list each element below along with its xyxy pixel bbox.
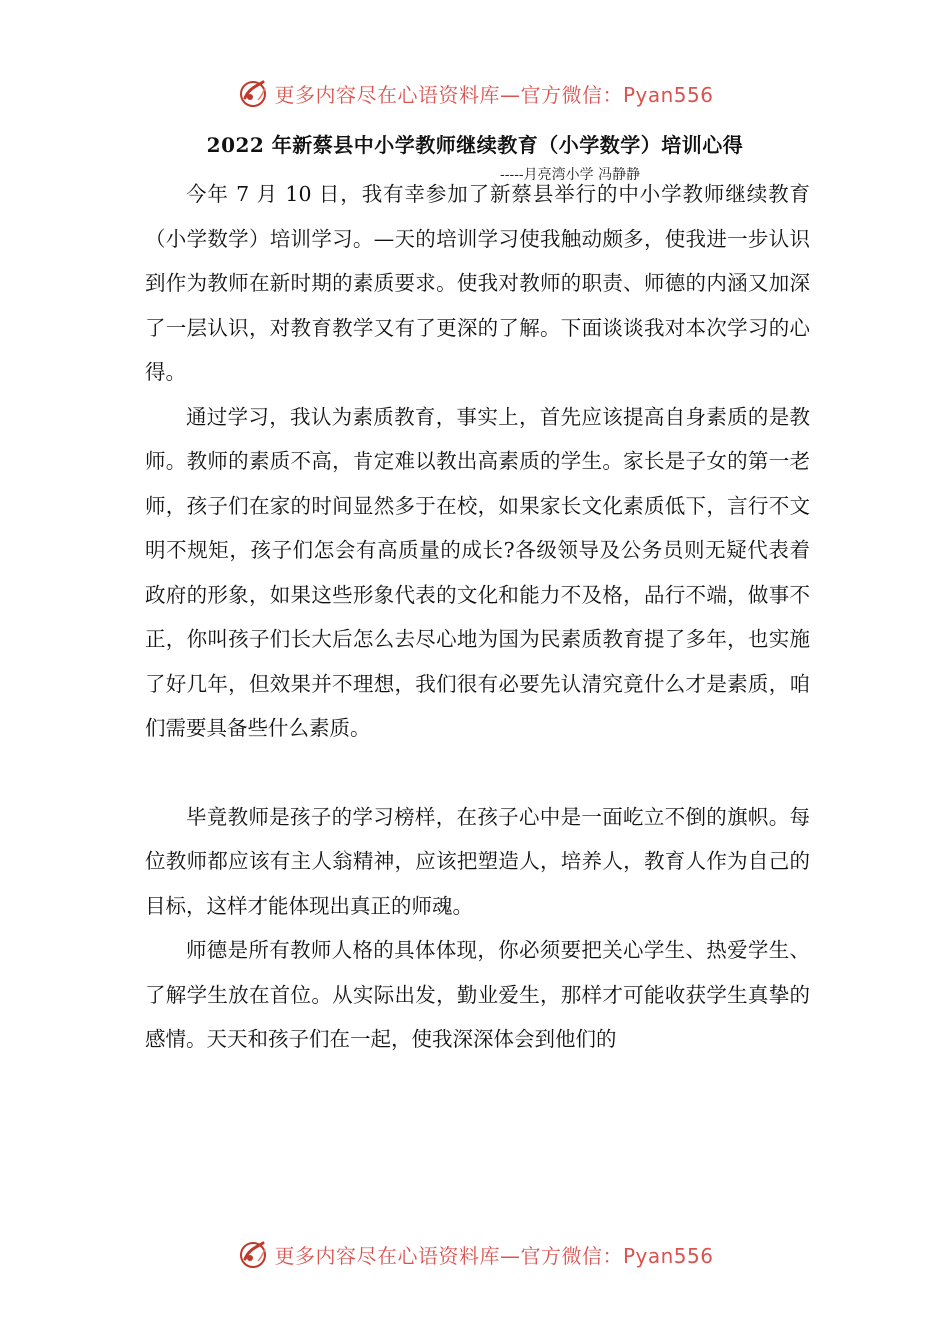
- document-body: [145, 172, 810, 1062]
- paragraph: 师德是所有教师人格的具体体现，你必须要把关心学生、热爱学生、了解学生放在首位。从实际出发，勤业爱生，那样才可能收获学生真挚的感情。天天和孩子们在一起，使我深深体会到他们的: [145, 938, 810, 1051]
- paragraph: 毕竟教师是孩子的学习榜样，在孩子心中是一面屹立不倒的旗帜。每位教师都应该有主人翁精神，应该把塑造人，培养人，教育人作为自己的目标，这样才能体现出真正的师魂。: [145, 804, 810, 918]
- banner-text: 更多内容尽在心语资料库—官方微信：Pyan556: [274, 82, 714, 107]
- document-title: 2022 年新蔡县中小学教师继续教育（小学数学）培训心得: [206, 133, 744, 157]
- logo-icon: [236, 76, 270, 110]
- paragraph: 通过学习，我认为素质教育，事实上，首先应该提高自身素质的是教师。教师的素质不高，肯定难以教出高素质的学生。家长是子女的第一老师，孩子们在家的时间显然多于在校，如果家长文化素质低下，言行不文明不规矩，孩子们怎会有高质量的成长?各级领导及公务员则无疑代表着政府的形象，如果这些形象代表的文化和能力不及格，品行不端，做事不正，你叫孩子们长大后怎么去尽心地为国为民素质教育提了多年，也实施了好几年，但效果并不理想，我们很有必要先认清究竟什么才是素质，咱们需要具备些什么素质。: [145, 404, 810, 740]
- footer-banner: [0, 1236, 950, 1272]
- paragraph: 今年 7 月 10 日，我有幸参加了新蔡县举行的中小学教师继续教育（小学数学）培训学习。—天的培训学习使我触动颇多，使我进一步认识到作为教师在新时期的素质要求。使我对教师的职责、师德的内涵又加深了一层认识，对教育教学又有了更深的了解。下面谈谈我对本次学习的心得。: [145, 182, 810, 384]
- logo-icon: [236, 1237, 270, 1271]
- header-banner: [0, 75, 950, 111]
- author-line: -----月亮湾小学 冯静静: [500, 167, 641, 183]
- banner-text: 更多内容尽在心语资料库—官方微信：Pyan556: [274, 1243, 714, 1268]
